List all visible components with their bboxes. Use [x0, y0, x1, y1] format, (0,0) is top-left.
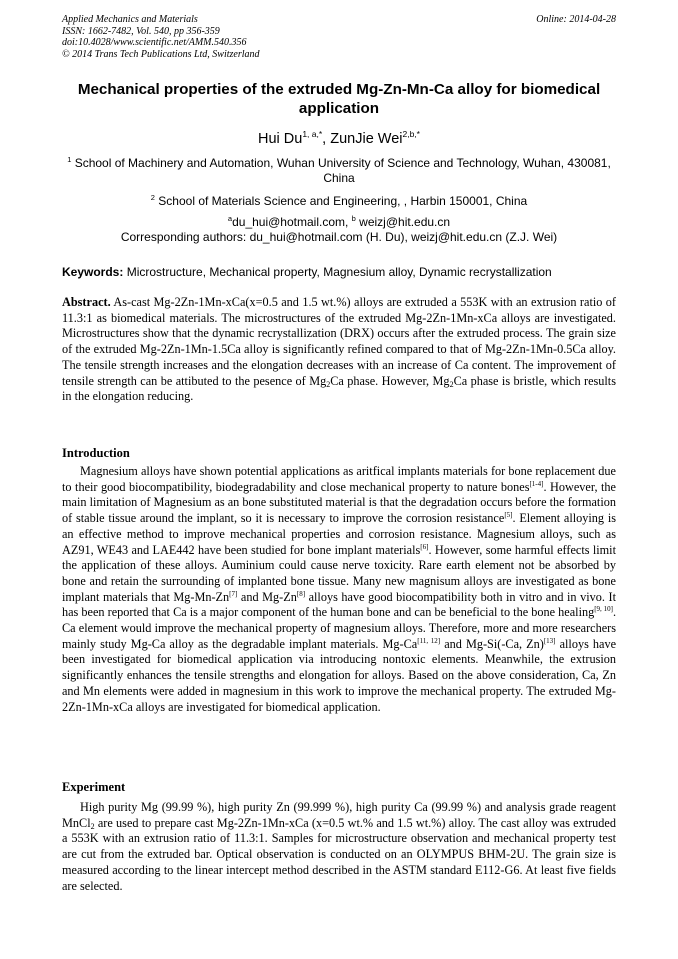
body-text: alloys have good biocompatibility both in vitro and in vivo. It has been reported that Ca is a major component of the human bone and can be beneficial to the bone healing — [62, 589, 616, 620]
experiment-paragraph — [62, 800, 616, 894]
abstract-paragraph — [62, 295, 616, 405]
citation-ref: [7] — [229, 589, 238, 598]
body-text: . Ca element would improve the mechanical property of magnesium alloys. Therefore, more and more researchers mainly study Mg-Ca alloy as the degradable implant materials. Mg-Ca — [62, 605, 616, 651]
citation-ref: [5] — [504, 511, 513, 520]
body-text: are used to prepare cast Mg-2Zn-1Mn-xCa (x=0.5 wt.% and 1.5 wt.%) alloy. The cast alloy was extruded a 553K with an extrusion ratio of 11.3:1. Samples for microstructure observation and mechanical property test are cut from the extruded bar. Optical observation is conducted on an OLYMPUS BHM-2U. The grain size is measured according to the linear intercept method described in the ASTM standard E112-G6. At least five fields are selected. — [62, 815, 616, 893]
corresponding-authors: Corresponding authors: du_hui@hotmail.com (H. Du), weizj@hit.edu.cn (Z.J. Wei) — [120, 230, 558, 244]
email-link[interactable]: du_hui@hotmail.com, — [232, 215, 352, 229]
online-date: Online: 2014-04-28 — [536, 14, 616, 25]
journal-info — [62, 14, 616, 60]
journal-doi: doi:10.4028/www.scientific.net/AMM.540.356 — [62, 37, 247, 48]
affil-text: School of Machinery and Automation, Wuhan University of Science and Technology, Wuhan, 430081, China — [71, 156, 611, 185]
body-text: alloys have been investigated for biomedical application via introducing nontoxic elements. Meanwhile, the extrusion significantly enhances the tensile strengths and elongation for alloys. Based on the above consideration, Ca, Zn and Mn elements were added in magnesium in this work to improve the mechanical property. The extruded Mg-2Zn-1Mn-xCa alloys are investigated for biomedical application. — [62, 636, 617, 714]
abstract-text: Ca phase. However, Mg — [330, 373, 450, 388]
body-text: . Element alloying is an effective method to improve mechanical properties and corrosion resistance. Magnesium alloys, such as AZ91, WE43 and LAE442 have been studied for bone implant materials — [62, 511, 616, 557]
introduction-paragraph — [62, 464, 616, 715]
journal-header — [62, 14, 616, 60]
citation-ref: [13] — [543, 636, 556, 645]
affil-mark: 1 — [67, 155, 72, 164]
keywords-text: Microstructure, Mechanical property, Magnesium alloy, Dynamic recrystallization — [123, 265, 552, 279]
affiliation-1 — [62, 156, 616, 186]
body-text: and Mg-Si(-Ca, Zn) — [440, 636, 544, 651]
journal-name: Applied Mechanics and Materials — [62, 14, 198, 25]
abstract-text: As-cast Mg-2Zn-1Mn-xCa(x=0.5 and 1.5 wt.%) alloys are extruded a 553K with an extrusion ratio of 11.3:1 as biomedical materials. The microstructures of the extruded Mg-2Zn-1Mn-xCa alloys are investigated. Microstructures show that the dynamic recrystallization (DRX) occurs after the extruded process. The grain size of the extruded Mg-2Zn-1Mn-1.5Ca alloy is significantly refined compared to that of Mg-2Zn-1Mn-0.5Ca alloy. The tensile strength increases and the elongation decreases with an increase of Ca content. The improvement of tensile strength can be attibuted to the pesence of Mg — [62, 295, 616, 388]
keywords-label: Keywords: — [62, 265, 124, 279]
author-affil-mark: 1, a,* — [302, 129, 323, 139]
experiment-heading: Experiment — [62, 780, 126, 794]
affiliation-2 — [62, 194, 616, 209]
author-emails — [62, 215, 616, 230]
email-mark: a — [227, 214, 233, 223]
body-text: Magnesium alloys have shown potential applications as aritfical implants materials for bone replacement due to their good biocompatibility, biodegradability and close mechanical property to nature bones — [62, 464, 616, 494]
subscript: 2 — [449, 379, 454, 389]
subscript: 2 — [90, 821, 95, 831]
affil-mark: 2 — [150, 193, 155, 202]
citation-ref: [9, 10] — [594, 605, 613, 614]
body-text: . However, some harmful effects limit the application of these alloys. Auminium could cause nerve toxicity. Rare earth element not be absorbed by bone and retain the surrounding of implanted bone tissue. Many new magnisum alloys are investigated as bone implant materials that Mg-Mn-Zn — [62, 542, 616, 604]
journal-issn: ISSN: 1662-7482, Vol. 540, pp 356-359 — [62, 25, 220, 37]
affil-text: School of Materials Science and Engineering, , Harbin 150001, China — [154, 194, 528, 208]
author-list — [62, 130, 616, 148]
citation-ref: [11, 12] — [417, 636, 441, 645]
email-mark: b — [351, 214, 356, 223]
author-separator: , — [322, 131, 331, 147]
abstract-text: Ca phase is bristle, which results in the elongation reducing. — [62, 373, 616, 404]
citation-ref: [8] — [296, 589, 306, 598]
body-text: and Mg-Zn — [237, 589, 297, 604]
author-affil-mark: 2,b,* — [402, 129, 420, 139]
journal-copyright: © 2014 Trans Tech Publications Ltd, Switzerland — [62, 48, 260, 60]
author-name: ZunJie Wei — [330, 131, 403, 147]
introduction-heading: Introduction — [62, 446, 130, 460]
abstract-label: Abstract. — [62, 295, 111, 309]
paper-title: Mechanical properties of the extruded Mg-Zn-Mn-Ca alloy for biomedical application — [77, 81, 601, 117]
body-text: High purity Mg (99.99 %), high purity Zn (99.999 %), high purity Ca (99.99 %) and analysis grade reagent MnCl — [62, 800, 616, 830]
body-text: . However, the main limitation of Magnesium as an bone substituted material is that the degradation occurs before the formation of stable tissue around the implant, so it is necessary to improve the corrosion resistance — [62, 479, 616, 526]
citation-ref: [6] — [420, 542, 429, 551]
subscript: 2 — [326, 379, 331, 389]
author-name: Hui Du — [257, 131, 303, 147]
keywords — [62, 265, 616, 280]
email-link[interactable]: weizj@hit.edu.cn — [355, 215, 451, 229]
citation-ref: [1-4] — [529, 479, 544, 488]
